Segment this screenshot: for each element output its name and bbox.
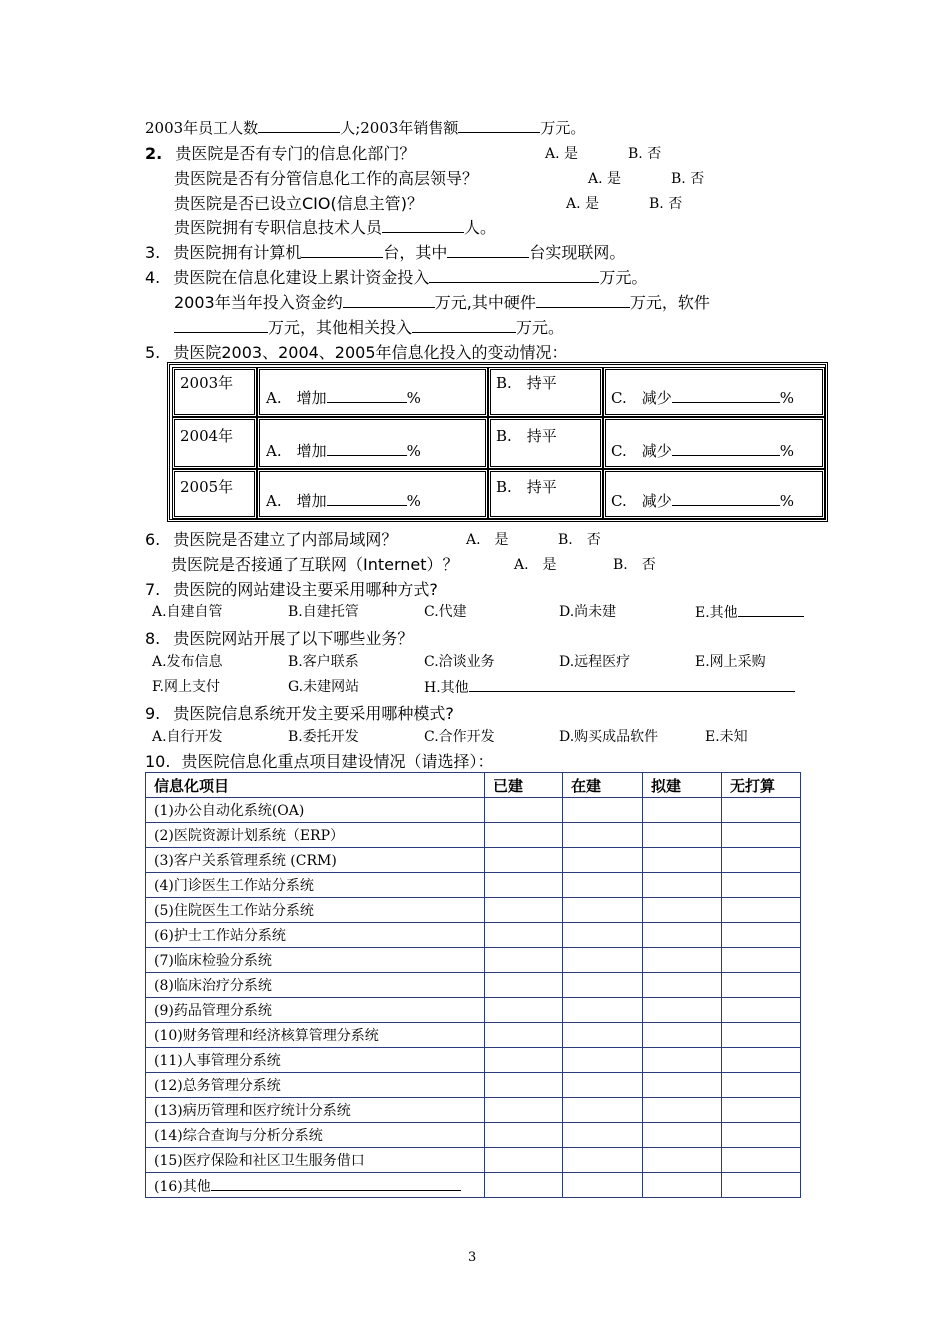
status-planned-cell[interactable] xyxy=(643,1173,722,1198)
q4-other-unit: 万元。 xyxy=(516,318,565,337)
project-name: (2)医院资源计划系统（ERP） xyxy=(154,828,345,844)
q6-number: 6. xyxy=(145,530,161,549)
status-no-plan-cell[interactable] xyxy=(722,798,801,823)
q7-option-d[interactable]: D.尚未建 xyxy=(559,604,617,620)
q6-line1 xyxy=(145,527,397,550)
status-planned-cell[interactable] xyxy=(643,1023,722,1048)
table-row xyxy=(146,1123,801,1148)
status-no-plan-cell[interactable] xyxy=(722,1023,801,1048)
year-label: 2004年 xyxy=(180,427,234,445)
status-built-cell[interactable] xyxy=(485,998,563,1023)
it-staff-blank[interactable] xyxy=(382,217,464,233)
q6-2-no-option[interactable]: B. 否 xyxy=(613,557,656,573)
table-row xyxy=(146,873,801,898)
table-row xyxy=(146,923,801,948)
flat-option[interactable]: B. 持平 xyxy=(496,427,557,445)
q8-option-h[interactable]: H.其他 xyxy=(424,676,795,697)
status-built-cell[interactable] xyxy=(485,1073,563,1098)
q3-networked-unit: 台实现联网。 xyxy=(529,243,626,262)
increase-option[interactable]: A. 增加 % xyxy=(266,442,421,460)
project-name-cell xyxy=(146,798,485,823)
q1-sales-label: 人;2003年销售额 xyxy=(340,119,459,137)
project-name: (3)客户关系管理系统 (CRM) xyxy=(154,853,337,869)
status-no-plan-cell[interactable] xyxy=(722,923,801,948)
table-row xyxy=(146,1098,801,1123)
q2-1-yes-option[interactable]: A. 是 xyxy=(545,146,579,162)
status-building-cell[interactable] xyxy=(563,873,643,898)
q5-question: 贵医院2003、2004、2005年信息化投入的变动情况： xyxy=(173,343,568,362)
project-name-cell xyxy=(146,1123,485,1148)
status-no-plan-cell[interactable] xyxy=(722,973,801,998)
project-name-cell xyxy=(146,1023,485,1048)
status-planned-cell[interactable] xyxy=(643,1123,722,1148)
year-label: 2005年 xyxy=(180,478,234,496)
decrease-option[interactable]: C. 减少 % xyxy=(611,442,794,460)
table-row xyxy=(146,1173,801,1198)
q10-question: 贵医院信息化重点项目建设情况（请选择）： xyxy=(181,752,494,771)
status-built-cell[interactable] xyxy=(485,923,563,948)
q9-question: 贵医院信息系统开发主要采用哪种模式? xyxy=(173,704,454,723)
q3-number: 3. xyxy=(145,243,161,262)
q8-option-a[interactable]: A.发布信息 xyxy=(152,654,223,670)
status-planned-cell[interactable] xyxy=(643,1148,722,1173)
q2-question-2: 贵医院是否有分管信息化工作的高层领导？ xyxy=(174,169,479,188)
status-building-cell[interactable] xyxy=(563,1023,643,1048)
col-header-project: 信息化项目 xyxy=(146,773,485,798)
flat-option[interactable]: B. 持平 xyxy=(496,478,557,496)
q8-option-e[interactable]: E.网上采购 xyxy=(695,654,766,670)
project-name: (16)其他 xyxy=(154,1178,211,1195)
q4-line3 xyxy=(174,315,564,338)
q4-number: 4. xyxy=(145,268,161,287)
q7-question: 贵医院的网站建设主要采用哪种方式? xyxy=(173,580,438,599)
q9-option-d[interactable]: D.购买成品软件 xyxy=(559,729,659,745)
investment-change-table xyxy=(167,362,828,522)
project-name-cell xyxy=(146,998,485,1023)
q1-staff-label: 2003年员工人数 xyxy=(145,119,259,137)
q3-line xyxy=(145,240,625,263)
q2-it-staff-label: 贵医院拥有专职信息技术人员 xyxy=(174,218,383,237)
table-row xyxy=(146,1023,801,1048)
q2-it-staff-unit: 人。 xyxy=(464,218,497,237)
q2-question-1: 贵医院是否有专门的信息化部门？ xyxy=(175,144,416,163)
q6-1-yes-option[interactable]: A. 是 xyxy=(466,532,509,548)
page-number: 3 xyxy=(468,1250,477,1265)
table-row xyxy=(146,998,801,1023)
col-header-no-plan: 无打算 xyxy=(722,773,801,798)
q3-networked-label: 台，其中 xyxy=(383,243,448,262)
sales-blank[interactable] xyxy=(458,117,540,133)
q6-question-1: 贵医院是否建立了内部局域网？ xyxy=(173,530,398,549)
project-name: (12)总务管理分系统 xyxy=(154,1078,281,1094)
status-building-cell[interactable] xyxy=(563,923,643,948)
status-building-cell[interactable] xyxy=(563,973,643,998)
project-name-cell xyxy=(146,973,485,998)
project-name: (10)财务管理和经济核算管理分系统 xyxy=(154,1028,379,1044)
q9-line xyxy=(145,701,454,724)
q6-question-2: 贵医院是否接通了互联网（Internet）？ xyxy=(171,555,459,574)
status-building-cell[interactable] xyxy=(563,1073,643,1098)
q3-computers-label: 贵医院拥有计算机 xyxy=(173,243,302,262)
status-building-cell[interactable] xyxy=(563,898,643,923)
q8-option-b[interactable]: B.客户联系 xyxy=(288,654,359,670)
project-name: (7)临床检验分系统 xyxy=(154,953,272,969)
q7-option-b[interactable]: B.自建托管 xyxy=(288,604,359,620)
project-name-cell xyxy=(146,948,485,973)
q10-number: 10. xyxy=(145,752,171,771)
status-no-plan-cell[interactable] xyxy=(722,1098,801,1123)
software-blank[interactable] xyxy=(174,317,268,333)
q9-option-b[interactable]: B.委托开发 xyxy=(288,729,359,745)
col-header-planned: 拟建 xyxy=(643,773,722,798)
status-built-cell[interactable] xyxy=(485,1048,563,1073)
q9-option-c[interactable]: C.合作开发 xyxy=(424,729,495,745)
project-name-cell xyxy=(146,1048,485,1073)
q2-question-3: 贵医院是否已设立CIO(信息主管)？ xyxy=(174,194,423,213)
project-status-table xyxy=(145,772,801,1198)
status-built-cell[interactable] xyxy=(485,898,563,923)
status-no-plan-cell[interactable] xyxy=(722,1048,801,1073)
q1-line xyxy=(145,117,585,138)
project-name: (14)综合查询与分析分系统 xyxy=(154,1128,323,1144)
q2-2-no-option[interactable]: B. 否 xyxy=(671,171,705,187)
project-name: (5)住院医生工作站分系统 xyxy=(154,903,314,919)
q4-line2 xyxy=(174,290,710,313)
q4-total-label: 贵医院在信息化建设上累计资金投入 xyxy=(173,268,430,287)
q8-number: 8. xyxy=(145,629,161,648)
status-built-cell[interactable] xyxy=(485,848,563,873)
col-header-building: 在建 xyxy=(563,773,643,798)
status-planned-cell[interactable] xyxy=(643,1048,722,1073)
q4-software-label: 万元，软件 xyxy=(629,293,710,312)
networked-blank[interactable] xyxy=(447,242,529,258)
status-building-cell[interactable] xyxy=(563,1173,643,1198)
staff-count-blank[interactable] xyxy=(258,117,340,133)
q2-2-yes-option[interactable]: A. 是 xyxy=(588,171,622,187)
year-label: 2003年 xyxy=(180,374,234,392)
status-planned-cell[interactable] xyxy=(643,1098,722,1123)
status-planned-cell[interactable] xyxy=(643,1073,722,1098)
status-planned-cell[interactable] xyxy=(643,873,722,898)
project-name-cell xyxy=(146,898,485,923)
status-built-cell[interactable] xyxy=(485,873,563,898)
project-name-cell xyxy=(146,848,485,873)
q2-line1 xyxy=(145,141,415,164)
table-row xyxy=(146,798,801,823)
project-name: (13)病历管理和医疗统计分系统 xyxy=(154,1103,351,1119)
q4-2003-label: 2003年当年投入资金约 xyxy=(174,293,343,312)
table-row xyxy=(146,848,801,873)
q7-line xyxy=(145,577,438,600)
q4-total-unit: 万元。 xyxy=(599,268,648,287)
flat-option[interactable]: B. 持平 xyxy=(496,374,557,392)
q2-line4 xyxy=(174,215,496,238)
status-building-cell[interactable] xyxy=(563,998,643,1023)
q7-option-a[interactable]: A.自建自管 xyxy=(152,604,223,620)
status-planned-cell[interactable] xyxy=(643,898,722,923)
status-built-cell[interactable] xyxy=(485,948,563,973)
project-name-cell xyxy=(146,823,485,848)
project-name-cell xyxy=(146,1148,485,1173)
table-row xyxy=(146,823,801,848)
status-built-cell[interactable] xyxy=(485,1023,563,1048)
status-no-plan-cell[interactable] xyxy=(722,898,801,923)
status-built-cell[interactable] xyxy=(485,1123,563,1148)
project-name-cell xyxy=(146,1098,485,1123)
table-row xyxy=(146,1073,801,1098)
col-header-built: 已建 xyxy=(485,773,563,798)
q5-number: 5. xyxy=(145,343,161,362)
status-no-plan-cell[interactable] xyxy=(722,948,801,973)
status-building-cell[interactable] xyxy=(563,1148,643,1173)
status-built-cell[interactable] xyxy=(485,1098,563,1123)
status-building-cell[interactable] xyxy=(563,1048,643,1073)
q8-question: 贵医院网站开展了以下哪些业务？ xyxy=(173,629,414,648)
status-building-cell[interactable] xyxy=(563,1123,643,1148)
project-name-cell xyxy=(146,873,485,898)
table-row xyxy=(146,948,801,973)
q8-line xyxy=(145,626,413,649)
q9-option-e[interactable]: E.未知 xyxy=(705,729,748,745)
q7-option-e[interactable]: E.其他 xyxy=(695,601,804,622)
q8-option-g[interactable]: G.未建网站 xyxy=(288,679,360,695)
q7-number: 7. xyxy=(145,580,161,599)
q8-option-c[interactable]: C.洽谈业务 xyxy=(424,654,495,670)
project-name: (1)办公自动化系统(OA) xyxy=(154,803,305,819)
other-project-blank[interactable] xyxy=(211,1175,461,1191)
hardware-blank[interactable] xyxy=(536,292,630,308)
project-name-cell xyxy=(146,1073,485,1098)
status-planned-cell[interactable] xyxy=(643,998,722,1023)
table-row xyxy=(146,898,801,923)
table-header-row xyxy=(146,773,801,798)
status-no-plan-cell[interactable] xyxy=(722,1123,801,1148)
status-no-plan-cell[interactable] xyxy=(722,873,801,898)
status-building-cell[interactable] xyxy=(563,823,643,848)
project-name: (15)医疗保险和社区卫生服务借口 xyxy=(154,1153,365,1169)
status-built-cell[interactable] xyxy=(485,973,563,998)
investment-2003-blank[interactable] xyxy=(343,292,435,308)
status-planned-cell[interactable] xyxy=(643,973,722,998)
status-planned-cell[interactable] xyxy=(643,923,722,948)
q9-option-a[interactable]: A.自行开发 xyxy=(152,729,223,745)
project-name-cell xyxy=(146,923,485,948)
q5-line xyxy=(145,340,568,363)
status-planned-cell[interactable] xyxy=(643,823,722,848)
status-built-cell[interactable] xyxy=(485,798,563,823)
table-row xyxy=(146,1148,801,1173)
status-no-plan-cell[interactable] xyxy=(722,848,801,873)
table-row xyxy=(146,1048,801,1073)
status-built-cell[interactable] xyxy=(485,1148,563,1173)
increase-option[interactable]: A. 增加 % xyxy=(266,389,421,407)
status-built-cell[interactable] xyxy=(485,1173,563,1198)
increase-option[interactable]: A. 增加 % xyxy=(266,492,421,510)
table-row xyxy=(146,973,801,998)
q7-option-c[interactable]: C.代建 xyxy=(424,604,467,620)
status-no-plan-cell[interactable] xyxy=(722,1073,801,1098)
q8-option-d[interactable]: D.远程医疗 xyxy=(559,654,631,670)
status-building-cell[interactable] xyxy=(563,948,643,973)
status-no-plan-cell[interactable] xyxy=(722,823,801,848)
project-name: (8)临床治疗分系统 xyxy=(154,978,272,994)
q1-unit: 万元。 xyxy=(540,119,586,137)
q6-1-no-option[interactable]: B. 否 xyxy=(558,532,601,548)
project-name-cell xyxy=(146,1173,485,1198)
status-no-plan-cell[interactable] xyxy=(722,1148,801,1173)
status-built-cell[interactable] xyxy=(485,823,563,848)
q2-3-yes-option[interactable]: A. 是 xyxy=(566,196,600,212)
computers-blank[interactable] xyxy=(301,242,383,258)
q9-number: 9. xyxy=(145,704,161,723)
status-planned-cell[interactable] xyxy=(643,848,722,873)
q4-hardware-label: 万元,其中硬件 xyxy=(434,293,536,312)
status-building-cell[interactable] xyxy=(563,1098,643,1123)
q4-other-label: 万元，其他相关投入 xyxy=(268,318,413,337)
q2-number: 2. xyxy=(145,144,163,163)
status-building-cell[interactable] xyxy=(563,798,643,823)
status-building-cell[interactable] xyxy=(563,848,643,873)
q4-line1 xyxy=(145,265,647,288)
status-no-plan-cell[interactable] xyxy=(722,1173,801,1198)
other-investment-blank[interactable] xyxy=(412,317,516,333)
status-planned-cell[interactable] xyxy=(643,798,722,823)
total-investment-blank[interactable] xyxy=(429,267,599,283)
project-name: (6)护士工作站分系统 xyxy=(154,928,286,944)
decrease-option[interactable]: C. 减少 % xyxy=(611,492,794,510)
q10-line xyxy=(145,749,494,772)
project-name: (11)人事管理分系统 xyxy=(154,1053,281,1069)
q2-3-no-option[interactable]: B. 否 xyxy=(649,196,683,212)
q6-2-yes-option[interactable]: A. 是 xyxy=(514,557,557,573)
q8-option-f[interactable]: F.网上支付 xyxy=(152,679,220,695)
project-name: (4)门诊医生工作站分系统 xyxy=(154,878,314,894)
project-name: (9)药品管理分系统 xyxy=(154,1003,272,1019)
status-no-plan-cell[interactable] xyxy=(722,998,801,1023)
q2-1-no-option[interactable]: B. 否 xyxy=(628,146,662,162)
status-planned-cell[interactable] xyxy=(643,948,722,973)
decrease-option[interactable]: C. 减少 % xyxy=(611,389,794,407)
